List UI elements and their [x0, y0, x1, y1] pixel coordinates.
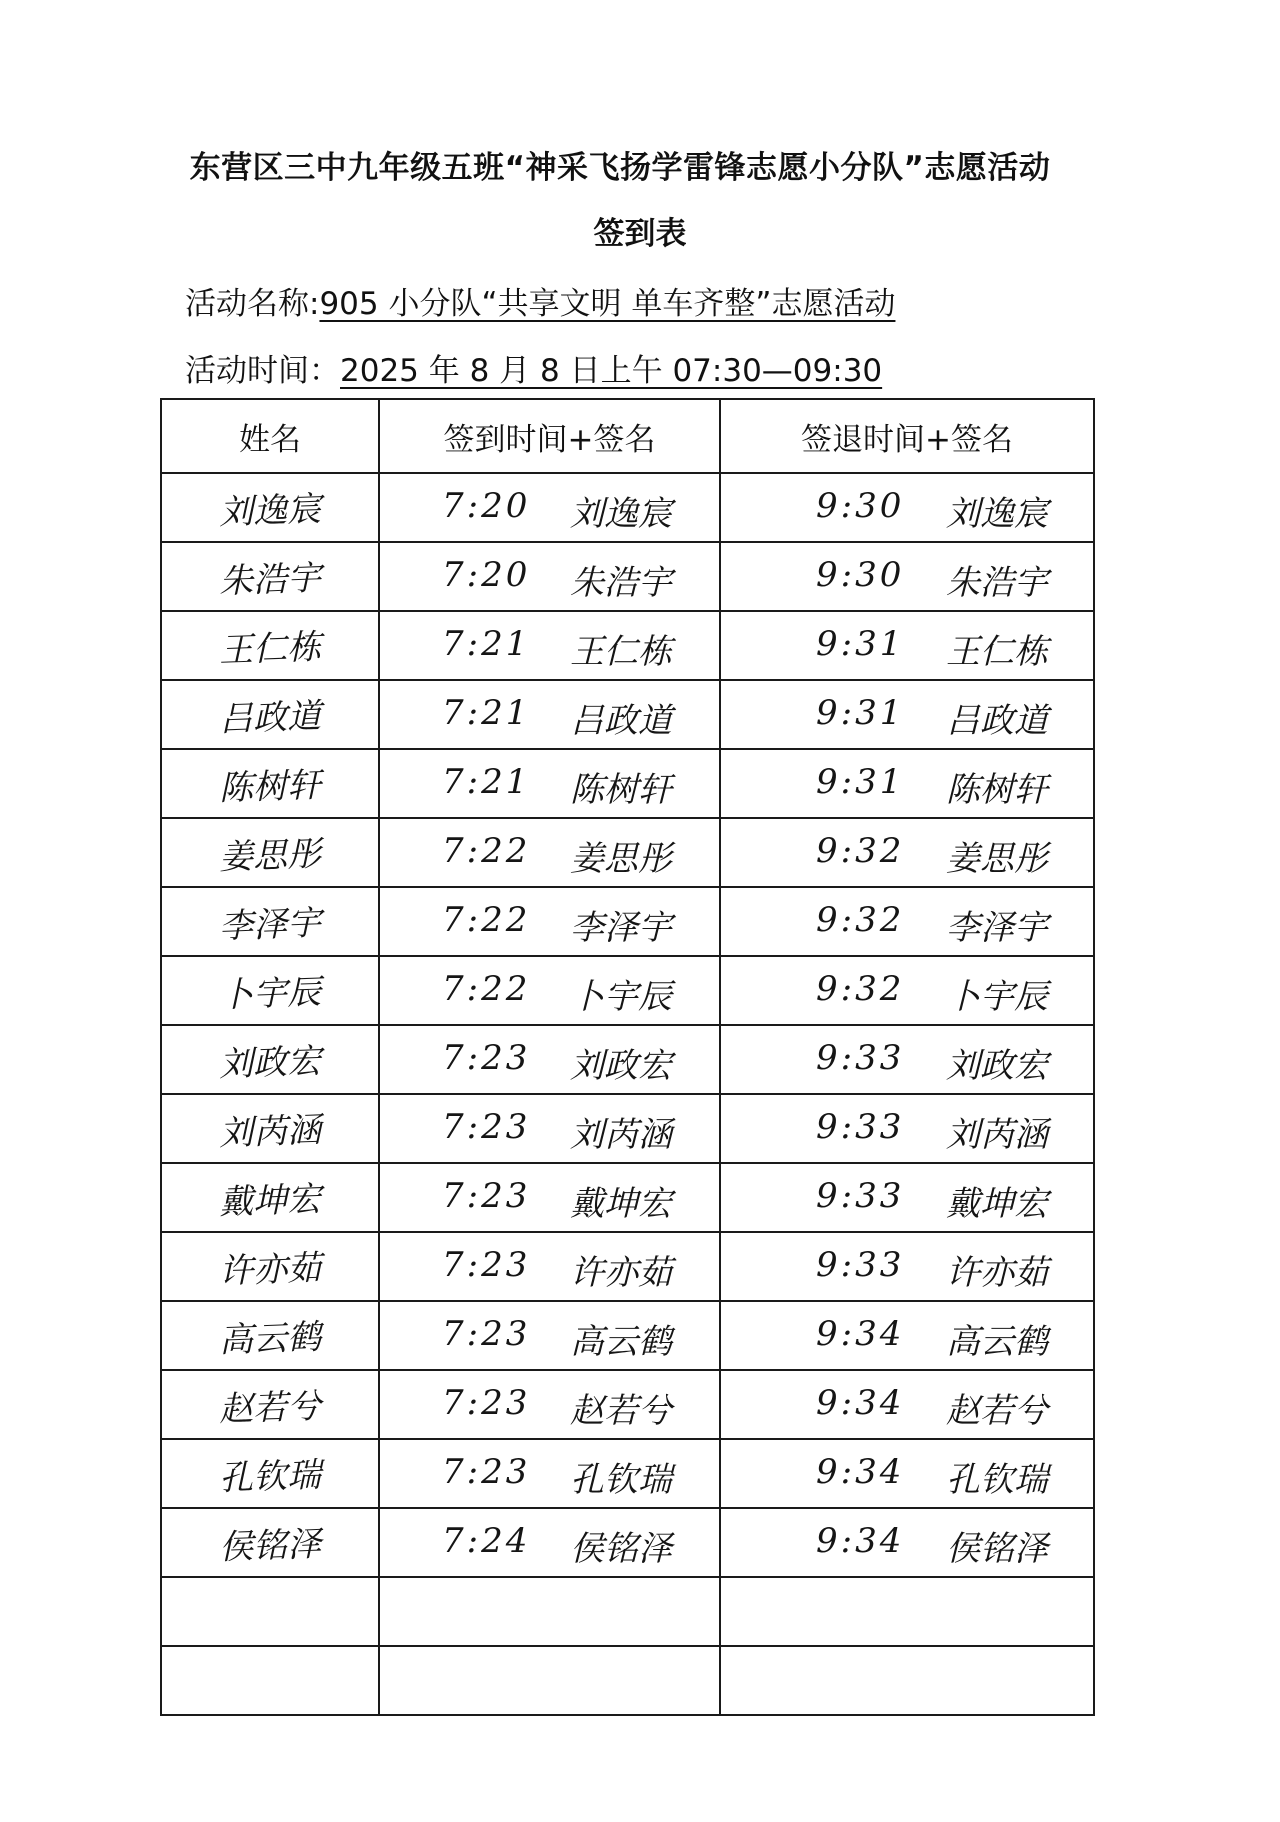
signout-cell [720, 1508, 1094, 1577]
name-cell [161, 473, 379, 542]
activity-time-line [185, 345, 882, 390]
signout-cell [720, 887, 1094, 956]
signin-cell [379, 1301, 720, 1370]
signin-signature: 刘逸宸 [570, 494, 672, 534]
signout-cell [720, 1439, 1094, 1508]
signout-cell [720, 1025, 1094, 1094]
name-cell [161, 1094, 379, 1163]
signin-signature: 高云鹤 [570, 1322, 672, 1362]
table-row [161, 680, 1094, 749]
name-cell [161, 611, 379, 680]
signout-signature: 卜宇辰 [946, 977, 1048, 1017]
handwritten-name: 朱浩宇 [218, 558, 322, 602]
table-row [161, 887, 1094, 956]
signin-cell [379, 542, 720, 611]
signout-signature: 王仁栋 [946, 632, 1048, 672]
signin-time: 7:23 [442, 1383, 531, 1423]
signin-time: 7:23 [442, 1314, 531, 1354]
name-cell [161, 1301, 379, 1370]
signout-cell [720, 1232, 1094, 1301]
name-cell [161, 1370, 379, 1439]
signin-signature: 吕政道 [570, 701, 672, 741]
handwritten-name: 刘政宏 [218, 1041, 322, 1085]
signout-cell [720, 1163, 1094, 1232]
handwritten-name: 戴坤宏 [218, 1179, 322, 1223]
signin-cell [379, 1163, 720, 1232]
document-subtitle: 签到表 [593, 216, 687, 252]
signin-table [160, 398, 1095, 1716]
handwritten-name: 刘逸宸 [218, 489, 322, 533]
signin-cell [379, 887, 720, 956]
table-row [161, 1508, 1094, 1577]
signin-time: 7:22 [442, 969, 531, 1009]
activity-time-label: 活动时间： [185, 353, 340, 389]
signout-signature: 姜思彤 [946, 839, 1048, 879]
signin-signature: 戴坤宏 [570, 1184, 672, 1224]
name-cell [161, 818, 379, 887]
activity-name-value: 905 小分队“共享文明 单车齐整”志愿活动 [319, 286, 896, 322]
activity-name-label: 活动名称: [185, 286, 320, 322]
header-signout: 签退时间+签名 [720, 399, 1094, 473]
handwritten-name: 赵若兮 [218, 1386, 322, 1430]
name-cell [161, 1232, 379, 1301]
signout-signature: 赵若兮 [946, 1391, 1048, 1431]
signin-time: 7:22 [442, 831, 531, 871]
signout-cell [720, 956, 1094, 1025]
table-row [161, 1232, 1094, 1301]
signin-signature: 刘政宏 [570, 1046, 672, 1086]
signin-cell [379, 1094, 720, 1163]
signin-signature: 赵若兮 [570, 1391, 672, 1431]
signin-time: 7:23 [442, 1107, 531, 1147]
signin-time: 7:20 [442, 555, 531, 595]
handwritten-name: 高云鹤 [218, 1317, 322, 1361]
signout-cell [720, 1301, 1094, 1370]
signout-signature: 戴坤宏 [946, 1184, 1048, 1224]
signout-time: 9:32 [816, 900, 905, 940]
signout-signature: 高云鹤 [946, 1322, 1048, 1362]
handwritten-name: 姜思彤 [218, 834, 322, 878]
signout-signature: 刘政宏 [946, 1046, 1048, 1086]
signin-cell [379, 1439, 720, 1508]
signin-cell [379, 1370, 720, 1439]
signin-time: 7:21 [442, 693, 531, 733]
signout-time: 9:34 [816, 1383, 905, 1423]
signout-signature: 吕政道 [946, 701, 1048, 741]
handwritten-name: 吕政道 [218, 696, 322, 740]
table-row [161, 1094, 1094, 1163]
signin-signature: 李泽宇 [570, 908, 672, 948]
signin-signature: 朱浩宇 [570, 563, 672, 603]
table-body [161, 473, 1094, 1715]
signin-cell [379, 611, 720, 680]
signout-cell [720, 542, 1094, 611]
signout-time: 9:33 [816, 1245, 905, 1285]
signin-signature: 姜思彤 [570, 839, 672, 879]
name-cell [161, 1025, 379, 1094]
signout-time: 9:31 [816, 762, 905, 802]
signout-signature: 孔钦瑞 [946, 1460, 1048, 1500]
signin-cell [379, 749, 720, 818]
handwritten-name: 孔钦瑞 [218, 1455, 322, 1499]
signin-cell [379, 1508, 720, 1577]
signout-cell [720, 1094, 1094, 1163]
signout-time: 9:34 [816, 1452, 905, 1492]
signin-time: 7:21 [442, 762, 531, 802]
empty-table-row [161, 1646, 1094, 1715]
empty-cell [720, 1577, 1094, 1646]
header-signin: 签到时间+签名 [379, 399, 720, 473]
signout-signature: 刘芮涵 [946, 1115, 1048, 1155]
signout-time: 9:31 [816, 624, 905, 664]
table-row [161, 1439, 1094, 1508]
name-cell [161, 749, 379, 818]
signout-time: 9:33 [816, 1107, 905, 1147]
name-cell [161, 1508, 379, 1577]
signout-cell [720, 611, 1094, 680]
signin-time: 7:23 [442, 1452, 531, 1492]
table-row [161, 1301, 1094, 1370]
signout-signature: 陈树轩 [946, 770, 1048, 810]
handwritten-name: 王仁栋 [218, 627, 322, 671]
activity-time-value: 2025 年 8 月 8 日上午 07:30—09:30 [340, 353, 883, 389]
signout-time: 9:34 [816, 1314, 905, 1354]
table-row [161, 611, 1094, 680]
table-row [161, 749, 1094, 818]
handwritten-name: 陈树轩 [218, 765, 322, 809]
handwritten-name: 卜宇辰 [218, 972, 322, 1016]
signout-time: 9:32 [816, 969, 905, 1009]
handwritten-name: 刘芮涵 [218, 1110, 322, 1154]
table-header-row [161, 399, 1094, 473]
signin-cell [379, 680, 720, 749]
signout-signature: 侯铭泽 [946, 1529, 1048, 1569]
signout-signature: 刘逸宸 [946, 494, 1048, 534]
signout-time: 9:33 [816, 1038, 905, 1078]
name-cell [161, 1439, 379, 1508]
signin-signature: 许亦茹 [570, 1253, 672, 1293]
signout-cell [720, 749, 1094, 818]
table-row [161, 1370, 1094, 1439]
handwritten-name: 许亦茹 [218, 1248, 322, 1292]
name-cell [161, 680, 379, 749]
header-name: 姓名 [161, 399, 379, 473]
signin-signature: 孔钦瑞 [570, 1460, 672, 1500]
empty-cell [161, 1646, 379, 1715]
signin-time: 7:23 [442, 1176, 531, 1216]
activity-name-line [185, 278, 895, 323]
signin-cell [379, 818, 720, 887]
signin-cell [379, 1232, 720, 1301]
signout-cell [720, 1370, 1094, 1439]
signout-cell [720, 818, 1094, 887]
signin-signature: 刘芮涵 [570, 1115, 672, 1155]
signout-signature: 李泽宇 [946, 908, 1048, 948]
empty-cell [379, 1577, 720, 1646]
table-row [161, 542, 1094, 611]
signin-time: 7:23 [442, 1245, 531, 1285]
signout-cell [720, 680, 1094, 749]
signin-cell [379, 956, 720, 1025]
signout-time: 9:34 [816, 1521, 905, 1561]
signin-signature: 陈树轩 [570, 770, 672, 810]
signin-cell [379, 1025, 720, 1094]
signin-cell [379, 473, 720, 542]
signin-time: 7:22 [442, 900, 531, 940]
name-cell [161, 542, 379, 611]
empty-table-row [161, 1577, 1094, 1646]
table-row [161, 1025, 1094, 1094]
signout-time: 9:31 [816, 693, 905, 733]
signout-signature: 许亦茹 [946, 1253, 1048, 1293]
handwritten-name: 李泽宇 [218, 903, 322, 947]
name-cell [161, 956, 379, 1025]
empty-cell [161, 1577, 379, 1646]
signin-signature: 卜宇辰 [570, 977, 672, 1017]
table-row [161, 956, 1094, 1025]
signout-signature: 朱浩宇 [946, 563, 1048, 603]
signout-time: 9:32 [816, 831, 905, 871]
document-title: 东营区三中九年级五班“神采飞扬学雷锋志愿小分队”志愿活动 [189, 150, 1051, 186]
signin-time: 7:21 [442, 624, 531, 664]
signout-time: 9:33 [816, 1176, 905, 1216]
name-cell [161, 887, 379, 956]
handwritten-name: 侯铭泽 [218, 1524, 322, 1568]
table-row [161, 818, 1094, 887]
signin-signature: 王仁栋 [570, 632, 672, 672]
signin-signature: 侯铭泽 [570, 1529, 672, 1569]
signin-time: 7:24 [442, 1521, 531, 1561]
signout-cell [720, 473, 1094, 542]
name-cell [161, 1163, 379, 1232]
signin-time: 7:20 [442, 486, 531, 526]
signout-time: 9:30 [816, 555, 905, 595]
signout-time: 9:30 [816, 486, 905, 526]
empty-cell [720, 1646, 1094, 1715]
signin-time: 7:23 [442, 1038, 531, 1078]
empty-cell [379, 1646, 720, 1715]
table-row [161, 473, 1094, 542]
table-row [161, 1163, 1094, 1232]
